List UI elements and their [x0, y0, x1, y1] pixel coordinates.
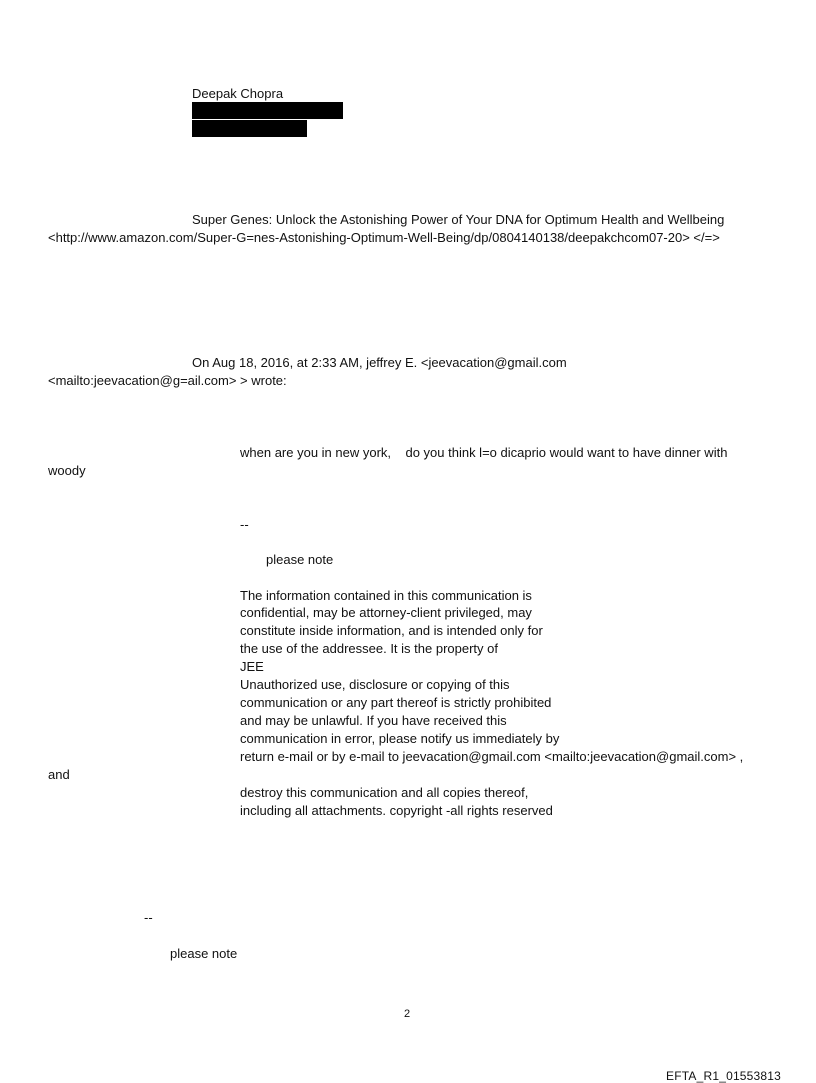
quote-header-line1: On Aug 18, 2016, at 2:33 AM, jeffrey E. <jeevacation@gmail.com: [192, 355, 567, 370]
redaction-bar: [192, 120, 307, 137]
disclaimer-line: including all attachments. copyright -all rights reserved: [240, 803, 553, 818]
signature-note-label: please note: [266, 552, 334, 567]
quoted-message-line2: woody: [48, 463, 86, 478]
book-link[interactable]: <http://www.amazon.com/Super-G=nes-Astonishing-Optimum-Well-Being/dp/0804140138/deepakchcom07-20> </=>: [48, 230, 720, 245]
disclaimer-line: The information contained in this communication is: [240, 588, 532, 603]
disclaimer-and: and: [48, 767, 70, 782]
disclaimer-line: constitute inside information, and is intended only for: [240, 623, 543, 638]
outer-signature-note-label: please note: [170, 946, 238, 961]
quoted-message-line1: when are you in new york, do you think l=o dicaprio would want to have dinner with: [240, 445, 728, 460]
disclaimer-line: and may be unlawful. If you have received this: [240, 713, 507, 728]
book-title: Super Genes: Unlock the Astonishing Power of Your DNA for Optimum Health and Wellbeing: [192, 212, 725, 227]
sender-name: Deepak Chopra: [192, 86, 284, 101]
quote-header-line2[interactable]: <mailto:jeevacation@g=ail.com> > wrote:: [48, 373, 287, 388]
page-number: 2: [404, 1008, 411, 1020]
redaction-bar: [192, 102, 343, 119]
disclaimer-line: JEE: [240, 659, 264, 674]
disclaimer-line: Unauthorized use, disclosure or copying of this: [240, 677, 510, 692]
document-id: EFTA_R1_01553813: [666, 1069, 782, 1083]
signature-separator: --: [240, 517, 249, 532]
outer-signature-separator: --: [144, 910, 153, 925]
disclaimer-line: return e-mail or by e-mail to jeevacation@gmail.com <mailto:jeevacation@gmail.com> ,: [240, 749, 744, 764]
disclaimer-line: destroy this communication and all copies thereof,: [240, 785, 529, 800]
disclaimer-line: communication or any part thereof is strictly prohibited: [240, 695, 552, 710]
disclaimer-line: the use of the addressee. It is the property of: [240, 641, 498, 656]
disclaimer-line: communication in error, please notify us immediately by: [240, 731, 560, 746]
disclaimer-line: confidential, may be attorney-client privileged, may: [240, 605, 532, 620]
